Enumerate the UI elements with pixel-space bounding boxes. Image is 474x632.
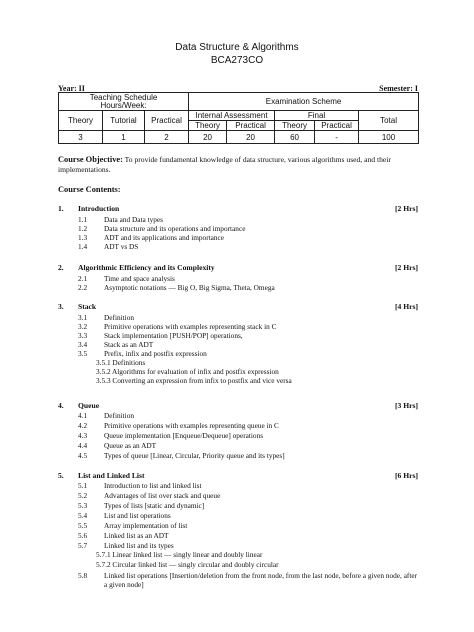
- item-text: Array implementation of list: [104, 521, 188, 530]
- course-contents-heading: Course Contents:: [58, 185, 121, 194]
- item-number: 5.7: [78, 541, 88, 550]
- item-number: 3.4: [78, 340, 88, 349]
- value-tutorial: 1: [103, 131, 145, 144]
- item-number: 5.2: [78, 491, 88, 500]
- section-number: 5.: [58, 471, 64, 480]
- item-number: 3.1: [78, 313, 88, 322]
- section-number: 4.: [58, 401, 64, 410]
- item-text: Queue implementation [Enqueue/Dequeue] operations: [104, 431, 264, 440]
- item-number: 5.6: [78, 531, 88, 540]
- item-number: 5.8: [78, 571, 88, 580]
- item-number: 4.4: [78, 441, 88, 450]
- course-objective: [58, 155, 420, 175]
- value-final-practical: -: [315, 131, 359, 144]
- item-text: Data and Data types: [104, 215, 163, 224]
- internal-practical-header: Practical: [227, 121, 275, 131]
- section-title: List and Linked List: [78, 471, 145, 480]
- item-number: 5.4: [78, 511, 88, 520]
- hours-week-header: Hours/Week:: [59, 102, 189, 111]
- item-text: ADT vs DS: [104, 242, 139, 251]
- final-header: Final: [275, 111, 359, 121]
- teaching-schedule-header: Teaching Schedule: [59, 93, 189, 103]
- section-number: 2.: [58, 263, 64, 272]
- item-number: 2.2: [78, 283, 88, 292]
- item-text: Primitive operations with examples representing stack in C: [104, 322, 277, 331]
- item-text: Types of lists [static and dynamic]: [104, 501, 205, 510]
- value-internal-theory: 20: [189, 131, 227, 144]
- item-number: 5.1: [78, 481, 88, 490]
- item-number: 5.5: [78, 521, 88, 530]
- practical-header: Practical: [145, 111, 189, 131]
- item-number: 2.1: [78, 274, 88, 283]
- final-practical-header: Practical: [315, 121, 359, 131]
- item-number: 5.3: [78, 501, 88, 510]
- item-text: Stack implementation [PUSH/POP] operations,: [104, 331, 243, 340]
- section-title: Introduction: [78, 204, 120, 213]
- item-number: 3.5: [78, 349, 88, 358]
- item-number: 4.3: [78, 431, 88, 440]
- item-number: 3.2: [78, 322, 88, 331]
- value-total: 100: [359, 131, 419, 144]
- total-header: Total: [359, 111, 419, 131]
- sub-item-text: 3.5.3 Converting an expression from infix to postfix and vice versa: [96, 376, 292, 385]
- item-number: 1.4: [78, 242, 88, 251]
- final-theory-header: Theory: [275, 121, 315, 131]
- tutorial-header: Tutorial: [103, 111, 145, 131]
- item-text: Primitive operations with examples representing queue in C: [104, 421, 279, 430]
- section-hours: [2 Hrs]: [395, 204, 418, 213]
- value-practical: 2: [145, 131, 189, 144]
- section-number: 1.: [58, 204, 64, 213]
- internal-assessment-header: Internal Assessment: [189, 111, 275, 121]
- section-number: 3.: [58, 302, 64, 311]
- item-text: Stack as an ADT: [104, 340, 154, 349]
- course-objective-label: Course Objective:: [58, 155, 123, 164]
- course-title: Data Structure & Algorithms: [175, 42, 299, 53]
- item-text: Introduction to list and linked list: [104, 481, 202, 490]
- semester-label: Semester: I: [379, 84, 418, 93]
- examination-scheme-header: Examination Scheme: [189, 93, 419, 111]
- item-number: 4.2: [78, 421, 88, 430]
- item-text: Linked list and its types: [104, 541, 174, 550]
- item-text: Linked list as an ADT: [104, 531, 169, 540]
- year-label: Year: II: [58, 84, 85, 93]
- section-hours: [6 Hrs]: [395, 471, 418, 480]
- item-text: List and list operations: [104, 511, 171, 520]
- section-title: Queue: [78, 401, 100, 410]
- item-number: 1.3: [78, 233, 88, 242]
- sub-item-text: 5.7.1 Linear linked list — singly linear and doubly linear: [96, 550, 263, 559]
- item-text: ADT and its applications and importance: [104, 233, 225, 242]
- item-text: Advantages of list over stack and queue: [104, 491, 221, 500]
- section-title: Stack: [78, 302, 97, 311]
- value-internal-practical: 20: [227, 131, 275, 144]
- item-number: 3.3: [78, 331, 88, 340]
- item-text: Queue as an ADT: [104, 441, 157, 450]
- section-hours: [3 Hrs]: [395, 401, 418, 410]
- item-text: Prefix, infix and postfix expression: [104, 349, 207, 358]
- sub-item-text: 3.5.1 Definitions: [96, 358, 146, 367]
- item-text: Definition: [104, 411, 134, 420]
- item-text: Linked list operations [Insertion/deletion from the front node, from the last node, before a given node, after a given node]: [104, 571, 418, 589]
- sub-item-text: 5.7.2 Circular linked list — singly circular and doubly circular: [96, 560, 279, 569]
- sub-item-text: 3.5.2 Algorithms for evaluation of infix and postfix expression: [96, 367, 279, 376]
- item-number: 1.2: [78, 224, 88, 233]
- item-number: 1.1: [78, 215, 88, 224]
- theory-header: Theory: [59, 111, 103, 131]
- item-text: Definition: [104, 313, 134, 322]
- course-objective-text: To provide fundamental knowledge of data structure, various algorithms used, and their implementations.: [58, 155, 391, 174]
- item-text: Data structure and its operations and importance: [104, 224, 246, 233]
- section-hours: [4 Hrs]: [395, 302, 418, 311]
- item-number: 4.5: [78, 451, 88, 460]
- item-text: Types of queue [Linear, Circular, Priority queue and its types]: [104, 451, 285, 460]
- section-hours: [2 Hrs]: [395, 263, 418, 272]
- course-code: BCA273CO: [210, 55, 264, 66]
- section-title: Algorithmic Efficiency and its Complexity: [78, 263, 215, 272]
- item-text: Time and space analysis: [104, 274, 175, 283]
- value-final-theory: 60: [275, 131, 315, 144]
- teaching-exam-scheme-table: [58, 92, 419, 144]
- item-number: 4.1: [78, 411, 88, 420]
- item-text: Asymptotic notations — Big O, Big Sigma, Theta, Omega: [104, 283, 275, 292]
- internal-theory-header: Theory: [189, 121, 227, 131]
- value-theory: 3: [59, 131, 103, 144]
